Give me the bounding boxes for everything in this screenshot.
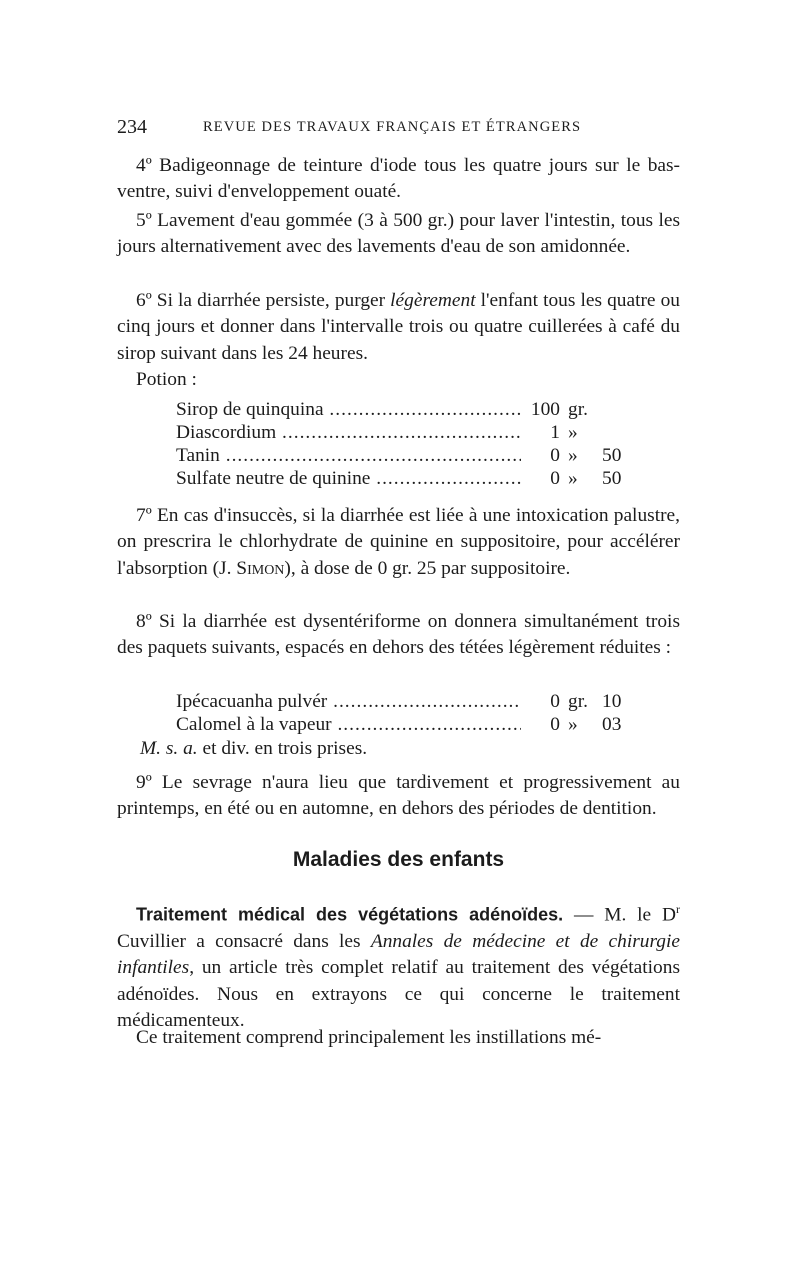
- article-text-a: — M. le D: [563, 904, 677, 926]
- ingredient-unit: »: [568, 445, 578, 466]
- ingredient-fraction: 03: [602, 714, 622, 735]
- ingredient-unit: »: [568, 714, 578, 735]
- page-number: 234: [117, 116, 147, 138]
- paragraph-last: Ce traitement comprend principalement les instillations mé-: [136, 1027, 602, 1048]
- prescription-row: [176, 444, 636, 467]
- paragraph-7: [117, 503, 680, 582]
- ingredient-name: Tanin .....: [176, 444, 521, 467]
- ingredient-fraction: 50: [602, 468, 622, 489]
- article-paragraph: [117, 896, 680, 1035]
- page-header: [117, 116, 680, 140]
- ingredient-name: Diascordium .....: [176, 421, 521, 444]
- paragraph-6-emphasis: légèrement: [390, 290, 476, 311]
- paragraph-5: 5º Lavement d'eau gommée (3 à 500 gr.) pour laver l'intestin, tous les jours alternativement avec des lavements d'eau de son amidonnée.: [117, 210, 680, 258]
- paragraph-8: 8º Si la diarrhée est dysentériforme on donnera simultanément trois des paquets suivants, espacés en dehors des tétées légèrement réduites :: [117, 611, 680, 659]
- prescription-table-1: [176, 398, 636, 490]
- author-name: Simon: [236, 557, 285, 579]
- ingredient-unit: »: [568, 422, 578, 443]
- paragraph-6-text-a: 6º Si la diarrhée persiste, purger: [136, 290, 391, 311]
- mixing-instruction: [140, 736, 680, 762]
- prescription-table-2: [176, 690, 636, 736]
- prescription-row: [176, 467, 636, 490]
- ingredient-name: Calomel à la vapeur .....: [176, 713, 521, 736]
- ingredient-unit: gr.: [568, 399, 588, 420]
- running-title: REVUE DES TRAVAUX FRANÇAIS ET ÉTRANGERS: [203, 119, 582, 135]
- prescription-row: [176, 398, 636, 421]
- ingredient-unit: gr.: [568, 691, 588, 712]
- article-title: Traitement médical des végétations adénoïdes.: [136, 904, 564, 925]
- paragraph-6-text-b: l'enfant tous les quatre ou cinq jours et donner dans l'intervalle trois ou quatre cuillerées à café du sirop suivant dans les 24 heures.: [117, 290, 680, 364]
- article-text-b: Cuvillier a consacré dans les: [117, 930, 371, 952]
- paragraph-9: 9º Le sevrage n'aura lieu que tardivement et progressivement au printemps, en été ou en automne, en dehors des périodes de dentition.: [117, 772, 680, 820]
- ingredient-quantity: 0: [550, 714, 560, 735]
- paragraph-6: [117, 288, 680, 367]
- ingredient-fraction: 50: [602, 445, 622, 466]
- potion-label: Potion :: [136, 369, 197, 390]
- journal-title: Annales de médecine et de chirurgie infantiles: [117, 930, 680, 979]
- section-title: Maladies des enfants: [292, 848, 505, 871]
- doctor-abbrev-sup: r: [676, 902, 681, 916]
- ingredient-quantity: 100: [530, 399, 560, 420]
- prescription-row: [176, 713, 636, 736]
- prescription-row: [176, 690, 636, 713]
- paragraph-7-text-a: 7º En cas d'insuccès, si la diarrhée est liée à une intoxication palustre, on prescrira le chlorhydrate de quinine en suppositoire, pour accélérer l'absorption (J.: [117, 505, 680, 579]
- ingredient-name: Sulfate neutre de quinine .....: [176, 467, 521, 490]
- ingredient-unit: »: [568, 468, 578, 489]
- prescription-row: [176, 421, 636, 444]
- ingredient-quantity: 0: [550, 468, 560, 489]
- ingredient-fraction: 10: [602, 691, 622, 712]
- ingredient-name: Sirop de quinquina .....: [176, 398, 521, 421]
- paragraph-4: 4º Badigeonnage de teinture d'iode tous les quatre jours sur le bas-ventre, suivi d'enveloppement ouaté.: [117, 155, 680, 203]
- ingredient-name: Ipécacuanha pulvér .....: [176, 690, 521, 713]
- mixing-abbrev: M. s. a.: [140, 738, 198, 759]
- article-text-c: , un article très complet relatif au traitement des végétations adénoïdes. Nous en extrayons ce qui concerne le traitement médicamenteux.: [117, 957, 680, 1032]
- paragraph-7-text-b: ), à dose de 0 gr. 25 par suppositoire.: [284, 557, 571, 579]
- ingredient-quantity: 0: [550, 445, 560, 466]
- mixing-text: et div. en trois prises.: [197, 738, 368, 759]
- ingredient-quantity: 0: [550, 691, 560, 712]
- ingredient-quantity: 1: [550, 422, 560, 443]
